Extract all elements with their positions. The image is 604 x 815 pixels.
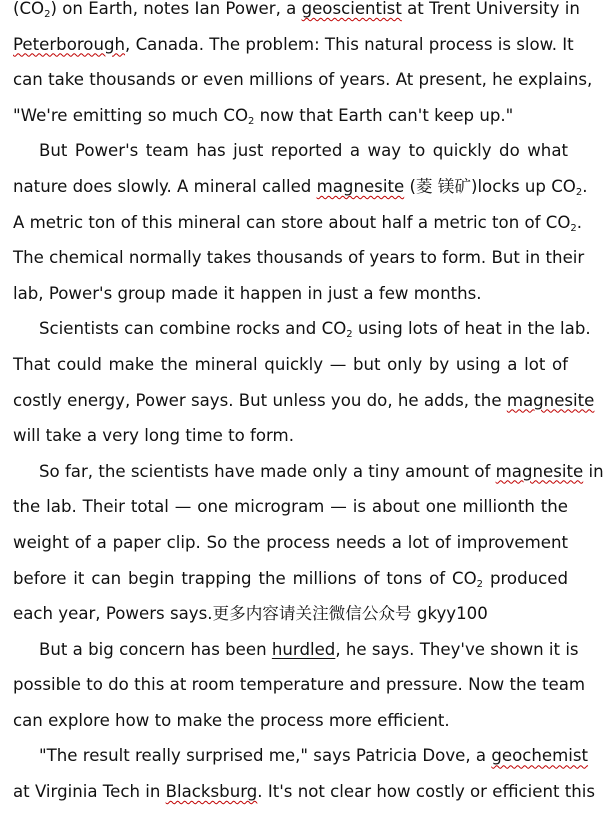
subscript: 2: [346, 329, 353, 341]
text-line: [13, 561, 568, 597]
underlined-word: hurdled: [271, 639, 336, 659]
text-run: ) on Earth, notes Ian Power, a: [50, 0, 302, 18]
text-run: at Trent University in: [401, 0, 580, 18]
text-run: can explore how to make the process more efficient.: [13, 710, 450, 730]
text-run: using lots of heat in the lab.: [352, 319, 591, 339]
text-run: lab, Power's group made it happen in just a few months.: [13, 283, 482, 303]
text-line: [13, 205, 583, 241]
text-run: The chemical normally takes thousands of years to form. But in their: [13, 248, 585, 268]
subscript: 2: [248, 115, 255, 127]
spellcheck-word[interactable]: geoscientist: [301, 0, 402, 18]
text-run: That could make the mineral quickly — but only by using a lot of: [13, 354, 568, 374]
text-line: [13, 596, 568, 632]
text-line: [13, 276, 568, 312]
text-run: each year, Powers says.更多内容请关注微信公众号 gkyy100: [13, 604, 488, 624]
text-run: at Virginia Tech in: [13, 782, 166, 802]
text-line: [13, 62, 593, 98]
text-run: costly energy, Power says. But unless you do, he adds, the: [13, 390, 507, 410]
text-run: . It's not clear how costly or efficient this: [257, 782, 596, 802]
text-line: [13, 347, 568, 383]
text-line: [13, 454, 604, 490]
document-page: [13, 0, 604, 810]
text-run: possible to do this at room temperature and pressure. Now the team: [13, 675, 586, 695]
text-line: [13, 418, 568, 454]
text-run: .: [576, 212, 583, 232]
text-line: [13, 0, 580, 27]
text-line: [13, 738, 589, 774]
text-run: "The result really surprised me," says Patricia Dove, a: [39, 746, 492, 766]
text-run: now that Earth can't keep up.": [254, 105, 514, 125]
text-run: "We're emitting so much CO: [13, 105, 249, 125]
text-line: [13, 489, 568, 525]
text-run: the lab. Their total — one microgram — is about one millionth the: [13, 497, 568, 517]
subscript: 2: [476, 578, 484, 590]
text-run: .: [582, 176, 588, 196]
spellcheck-word[interactable]: magnesite: [316, 176, 405, 196]
text-line: [13, 667, 586, 703]
subscript: 2: [570, 222, 577, 234]
text-run: can take thousands or even millions of years. At present, he explains,: [13, 70, 593, 90]
text-line: [13, 240, 585, 276]
text-line: [13, 27, 574, 63]
text-run: before it can begin trapping the millions of tons of CO: [13, 568, 477, 588]
text-line: [13, 383, 595, 419]
text-run: produced: [483, 568, 568, 588]
spellcheck-word[interactable]: magnesite: [495, 461, 584, 481]
spellcheck-word[interactable]: Peterborough: [13, 34, 126, 54]
text-run: Scientists can combine rocks and CO: [39, 319, 347, 339]
text-run: , he says. They've shown it is: [335, 639, 579, 659]
text-line: [13, 133, 568, 169]
text-line: [13, 632, 579, 668]
text-run: A metric ton of this mineral can store about half a metric ton of CO: [13, 212, 571, 232]
text-line: [13, 525, 568, 561]
text-run: So far, the scientists have made only a tiny amount of: [39, 461, 496, 481]
text-run: (菱 镁矿)locks up CO: [404, 176, 576, 196]
text-line: [13, 311, 591, 347]
spellcheck-word[interactable]: Blacksburg: [165, 782, 258, 802]
text-line: [13, 703, 568, 739]
text-run: in: [583, 461, 604, 481]
text-run: But Power's team has just reported a way to quickly do what: [39, 141, 568, 161]
text-line: [13, 98, 568, 134]
text-run: will take a very long time to form.: [13, 426, 294, 446]
text-run: But a big concern has been: [39, 639, 272, 659]
text-run: (CO: [13, 0, 45, 18]
text-run: nature does slowly. A mineral called: [13, 176, 317, 196]
text-run: , Canada. The problem: This natural process is slow. It: [125, 34, 574, 54]
subscript: 2: [44, 9, 51, 20]
spellcheck-word[interactable]: magnesite: [506, 390, 595, 410]
subscript: 2: [575, 186, 583, 198]
spellcheck-word[interactable]: geochemist: [491, 746, 589, 766]
text-line: [13, 774, 596, 810]
text-line: [13, 169, 588, 205]
text-run: weight of a paper clip. So the process needs a lot of improvement: [13, 532, 568, 552]
